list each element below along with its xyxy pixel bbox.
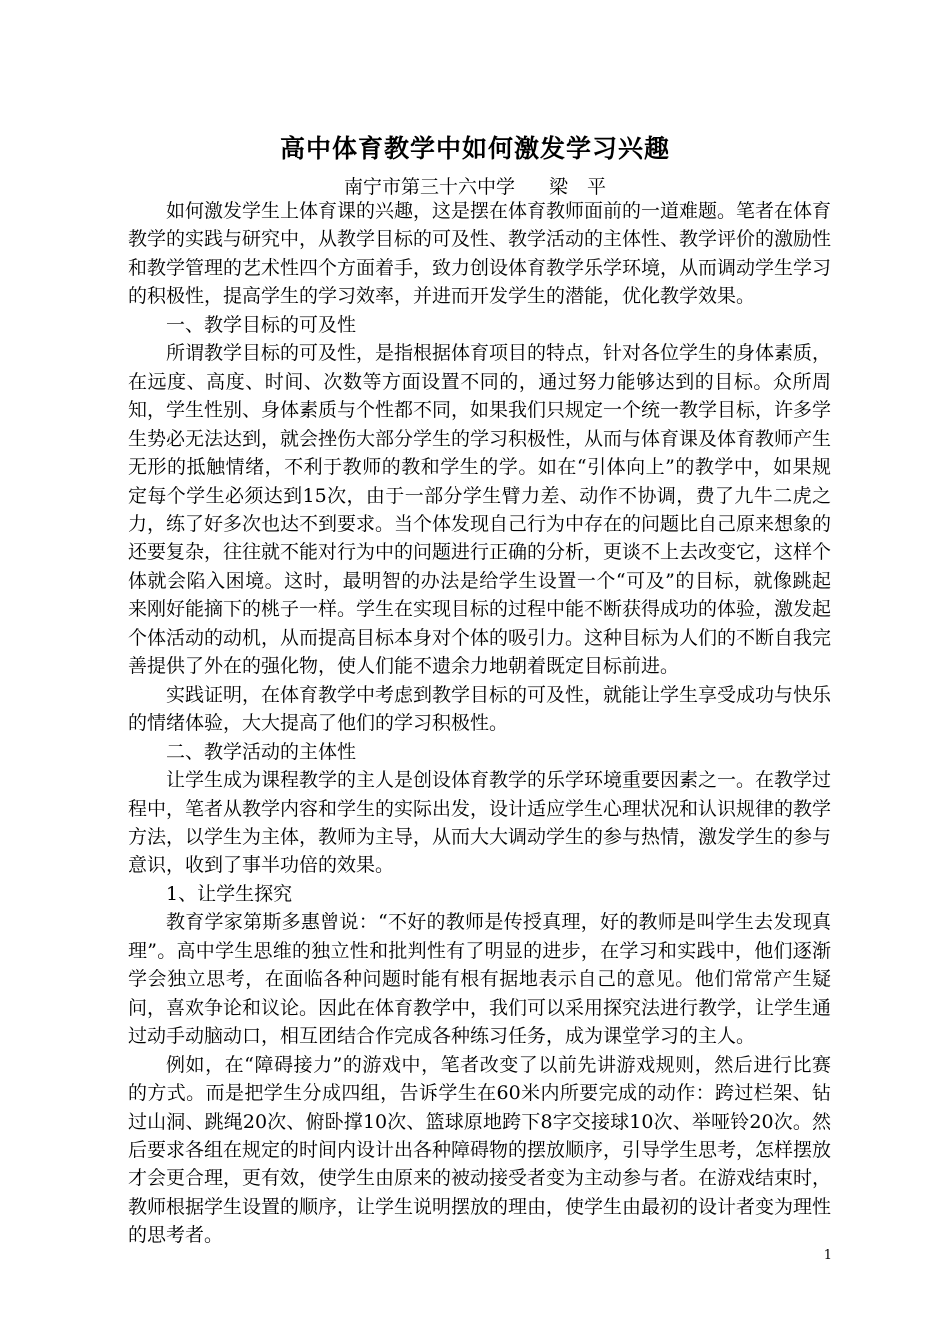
paragraph-inquiry: 教育学家第斯多惠曾说：“不好的教师是传授真理，好的教师是叫学生去发现真理”。高中学生思维的独立性和批判性有了明显的进步，在学习和实践中，他们逐渐学会独立思考，在面临各种问题时能有根有据地表示自己的意见。他们常常产生疑问，喜欢争论和议论。因此在体育教学中，我们可以采用探究法进行教学，让学生通过动手动脑动口，相互团结合作完成各种练习任务，成为课堂学习的主人。	[128, 911, 832, 1048]
paragraph-intro: 如何激发学生上体育课的兴趣，这是摆在体育教师面前的一道难题。笔者在体育教学的实践与研究中，从教学目标的可及性、教学活动的主体性、教学评价的激励性和教学管理的艺术性四个方面着手，致力创设体育教学乐学环境，从而调动学生学习的积极性，提高学生的学习效率，并进而开发学生的潜能，优化教学效果。	[128, 200, 832, 308]
section-heading-2: 二、教学活动的主体性	[166, 740, 357, 763]
author-school: 南宁市第三十六中学	[343, 176, 515, 198]
author-name: 梁 平	[549, 176, 607, 198]
document-title: 高中体育教学中如何激发学习兴趣	[279, 134, 670, 163]
paragraph-practice-proof: 实践证明，在体育教学中考虑到教学目标的可及性，就能让学生享受成功与快乐的情绪体验，大大提高了他们的学习积极性。	[128, 683, 832, 735]
paragraph-relay-example: 例如，在“障碍接力”的游戏中，笔者改变了以前先讲游戏规则，然后进行比赛的方式。而是把学生分成四组，告诉学生在60米内所要完成的动作：跨过栏架、钻过山洞、跳绳20次、俯卧撑10次、篮球原地跨下8字交接球10次、举哑铃20次。然后要求各组在规定的时间内设计出各种障碍物的摆放顺序，引导学生思考，怎样摆放才会更合理，更有效，使学生由原来的被动接受者变为主动参与者。在游戏结束时，教师根据学生设置的顺序，让学生说明摆放的理由，使学生由最初的设计者变为理性的思考者。	[128, 1053, 832, 1247]
paragraph-goal-reachability: 所谓教学目标的可及性，是指根据体育项目的特点，针对各位学生的身体素质，在远度、高度、时间、次数等方面设置不同的，通过努力能够达到的目标。众所周知，学生性别、身体素质与个性都不同，如果我们只规定一个统一教学目标，许多学生势必无法达到，就会挫伤大部分学生的学习积极性，从而与体育课及体育教师产生无形的抵触情绪，不利于教师的教和学生的学。如在“引体向上”的教学中，如果规定每个学生必须达到15次，由于一部分学生臂力差、动作不协调，费了九牛二虎之力，练了好多次也达不到要求。当个体发现自己行为中存在的问题比自己原来想象的还要复杂，往往就不能对行为中的问题进行正确的分析，更谈不上去改变它，这样个体就会陷入困境。这时，最明智的办法是给学生设置一个“可及”的目标，就像跳起来刚好能摘下的桃子一样。学生在实现目标的过程中能不断获得成功的体验，激发起个体活动的动机，从而提高目标本身对个体的吸引力。这种目标为人们的不断自我完善提供了外在的强化物，使人们能不遗余力地朝着既定目标前进。	[128, 342, 832, 678]
document-body	[128, 197, 831, 1250]
page-number: 1	[823, 1248, 832, 1263]
section-heading-1: 一、教学目标的可及性	[166, 313, 357, 336]
paragraph-student-subject: 让学生成为课程教学的主人是创设体育教学的乐学环境重要因素之一。在教学过程中，笔者从教学内容和学生的实际出发，设计适应学生心理状况和认识规律的教学方法，以学生为主体，教师为主导，从而大大调动学生的参与热情，激发学生的参与意识，收到了事半功倍的效果。	[128, 769, 832, 877]
subsection-heading-1: 1、让学生探究	[166, 882, 293, 905]
